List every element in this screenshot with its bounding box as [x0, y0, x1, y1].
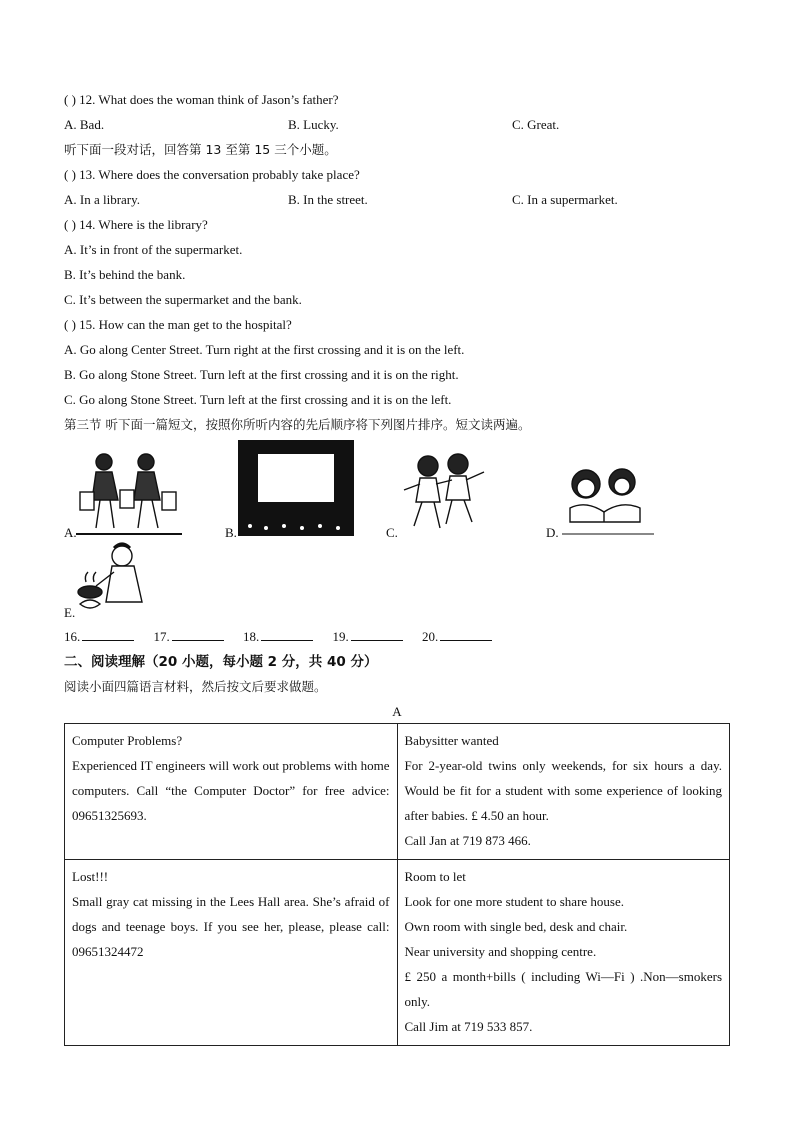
answer-blank-20[interactable] — [440, 628, 492, 641]
ad-contact: Call Jan at 719 873 466. — [404, 833, 531, 848]
part-2-title: 二、阅读理解（20 小题，每小题 2 分，共 40 分） — [64, 654, 378, 670]
section-3-instruction: 第三节 听下面一篇短文，按照你所听内容的先后顺序将下列图片排序。短文读两遍。 — [64, 417, 531, 432]
picture-a-label: A. — [64, 525, 77, 540]
cooking-person-image — [72, 542, 152, 618]
ad-room-to-let — [397, 860, 730, 1046]
ad-body: Experienced IT engineers will work out problems with home computers. Call “the Computer Doctor” for free advice: 09651325693. — [72, 758, 390, 823]
question-12-stem: ( ) 12. What does the woman think of Jason’s father? — [64, 92, 339, 107]
picture-b-label: B. — [225, 525, 237, 540]
ad-line: Near university and shopping centre. — [404, 944, 597, 959]
part-2-instruction: 阅读小面四篇语言材料，然后按文后要求做题。 — [64, 679, 327, 694]
ad-line: Own room with single bed, desk and chair. — [404, 919, 628, 934]
reading-kids-image — [556, 460, 656, 536]
ad-body: Small gray cat missing in the Lees Hall area. She’s afraid of dogs and teenage boys. If you see her, please, please call: 09651324472 — [72, 894, 390, 959]
question-14-stem: ( ) 14. Where is the library? — [64, 217, 208, 232]
ad-title: Computer Problems? — [72, 733, 183, 748]
picture-c-label: C. — [386, 525, 398, 540]
ad-line: £ 250 a month+bills ( including Wi—Fi ) .Non—smokers only. — [404, 969, 722, 1009]
q12-option-c: C. Great. — [512, 117, 560, 132]
q15-option-c: C. Go along Stone Street. Turn left at the first crossing and it is on the left. — [64, 392, 452, 407]
q12-option-a: A. Bad. — [64, 117, 105, 132]
q15-option-b: B. Go along Stone Street. Turn left at the first crossing and it is on the right. — [64, 367, 459, 382]
q13-option-b: B. In the street. — [288, 192, 368, 207]
answer-blank-17[interactable] — [172, 628, 224, 641]
q15-option-a: A. Go along Center Street. Turn right at the first crossing and it is on the left. — [64, 342, 465, 357]
answer-blank-19[interactable] — [351, 628, 403, 641]
q14-option-c: C. It’s between the supermarket and the bank. — [64, 292, 302, 307]
ad-body: For 2-year-old twins only weekends, for six hours a day. Would be fit for a student with some experience of looking after babies. £ 4.50 an hour. — [404, 758, 722, 823]
ad-computer-problems — [65, 724, 398, 860]
q14-option-a: A. It’s in front of the supermarket. — [64, 242, 243, 257]
ad-title: Lost!!! — [72, 869, 109, 884]
dialog-instruction-13-15: 听下面一段对话，回答第 13 至第 15 三个小题。 — [64, 142, 337, 157]
passage-label: A — [392, 704, 402, 719]
ad-babysitter-wanted — [397, 724, 730, 860]
blank-label-18: 18. — [243, 629, 260, 644]
picture-e-label: E. — [64, 605, 76, 620]
ad-title: Babysitter wanted — [404, 733, 499, 748]
running-kids-image — [400, 450, 490, 536]
blank-label-17: 17. — [153, 629, 170, 644]
ad-lost-cat — [65, 860, 398, 1046]
q13-option-a: A. In a library. — [64, 192, 141, 207]
ads-table — [64, 723, 730, 1046]
ad-line: Look for one more student to share house. — [404, 894, 625, 909]
blank-label-16: 16. — [64, 629, 81, 644]
blank-label-20: 20. — [422, 629, 439, 644]
shopping-girls-image — [74, 448, 184, 538]
answer-blank-18[interactable] — [261, 628, 313, 641]
blank-label-19: 19. — [332, 629, 349, 644]
answer-blanks-row — [64, 628, 508, 646]
q13-option-c: C. In a supermarket. — [512, 192, 618, 207]
picture-d-label: D. — [546, 525, 559, 540]
question-15-stem: ( ) 15. How can the man get to the hospital? — [64, 317, 292, 332]
ad-contact: Call Jim at 719 533 857. — [404, 1019, 533, 1034]
q12-option-b: B. Lucky. — [288, 117, 339, 132]
q14-option-b: B. It’s behind the bank. — [64, 267, 186, 282]
answer-blank-16[interactable] — [82, 628, 134, 641]
cinema-screen-image — [238, 440, 354, 536]
question-13-stem: ( ) 13. Where does the conversation probably take place? — [64, 167, 360, 182]
ad-title: Room to let — [404, 869, 466, 884]
